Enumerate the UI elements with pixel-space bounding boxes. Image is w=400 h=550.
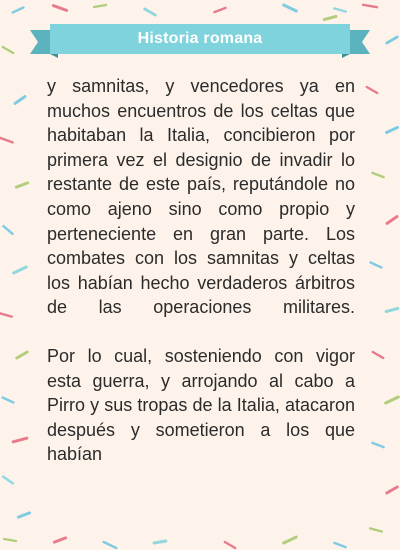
confetti-streak (0, 138, 13, 143)
confetti-streak (387, 217, 397, 224)
confetti-streak (372, 443, 383, 447)
confetti-streak (214, 8, 225, 12)
confetti-streak (387, 128, 398, 133)
confetti-streak (387, 487, 397, 493)
confetti-streak (370, 528, 382, 531)
confetti-streak (371, 263, 382, 268)
confetti-streak (324, 16, 336, 19)
confetti-streak (373, 352, 383, 358)
confetti-streak (154, 541, 166, 543)
confetti-streak (15, 97, 25, 104)
confetti-streak (14, 267, 27, 273)
confetti-streak (18, 513, 29, 517)
confetti-streak (3, 398, 14, 403)
confetti-streak (13, 438, 27, 442)
confetti-streak (13, 8, 24, 13)
confetti-streak (284, 537, 297, 543)
confetti-streak (3, 477, 13, 484)
confetti-streak (386, 397, 399, 403)
paragraph-1: y samnitas, y vencedores ya en muchos encuentros de los celtas que habitaban la Italia, concibieron por primera vez el designio de invadir lo restante de este país, reputándole no como ajeno sino como propio y perteneciente en gran parte. Los combates con los samnitas y celtas los habían hecho verdaderos árbitros de las operaciones militares. (47, 76, 355, 318)
confetti-streak (334, 543, 345, 547)
confetti-streak (53, 6, 66, 11)
confetti-streak (17, 352, 27, 358)
confetti-streak (284, 5, 297, 11)
confetti-streak (0, 313, 12, 316)
page-title: Historia romana (137, 30, 263, 47)
confetti-streak (145, 9, 155, 15)
confetti-streak (4, 539, 16, 541)
confetti-streak (225, 542, 235, 548)
article-body (47, 74, 355, 467)
confetti-streak (387, 37, 397, 43)
confetti-streak (54, 538, 65, 542)
confetti-streak (367, 87, 377, 93)
confetti-streak (94, 5, 106, 7)
confetti-streak (334, 8, 346, 11)
confetti-streak (16, 183, 27, 187)
confetti-streak (3, 226, 12, 234)
confetti-streak (386, 308, 398, 311)
title-banner (30, 24, 370, 58)
confetti-streak (363, 5, 377, 7)
confetti-streak (3, 47, 13, 53)
paragraph-2: Por lo cual, sosteniendo con vigor esta guerra, y arrojando al cabo a Pirro y sus tropas de la Italia, atacaron después y sometieron a los que habían (47, 345, 355, 465)
confetti-streak (372, 173, 383, 177)
confetti-streak (104, 542, 117, 548)
